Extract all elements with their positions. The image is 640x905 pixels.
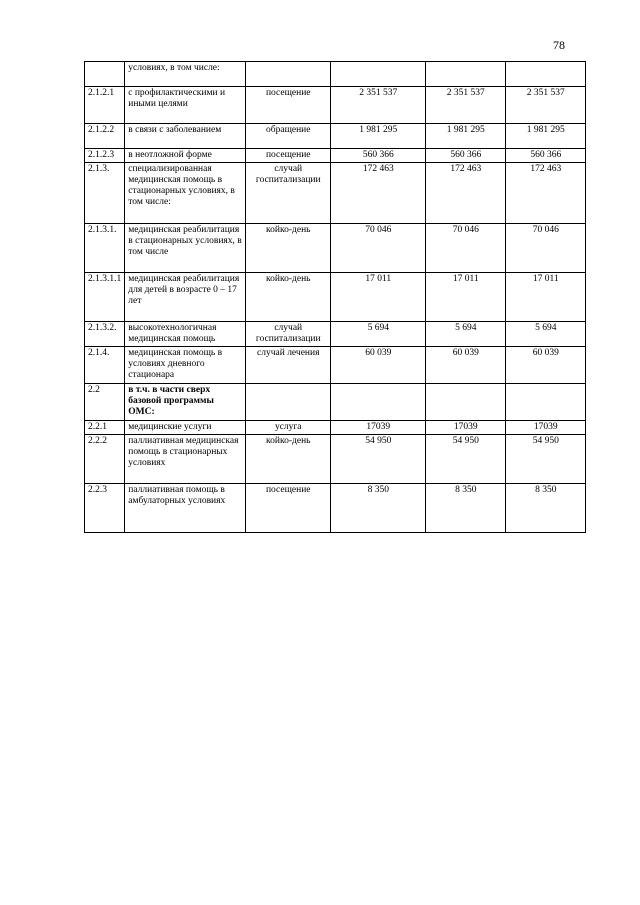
row-unit: посещение <box>246 484 331 533</box>
row-value-2: 60 039 <box>426 347 506 384</box>
row-unit: обращение <box>246 124 331 149</box>
row-number: 2.1.4. <box>85 347 125 384</box>
page-number: 78 <box>553 38 565 52</box>
row-number: 2.2.1 <box>85 421 125 435</box>
row-value-3: 70 046 <box>506 224 586 273</box>
table-row <box>85 484 586 533</box>
row-value-1 <box>331 384 426 421</box>
row-value-1: 17 011 <box>331 273 426 322</box>
row-number: 2.2 <box>85 384 125 421</box>
row-value-3 <box>506 384 586 421</box>
row-unit: койко-день <box>246 435 331 484</box>
row-name: в т.ч. в части сверх базовой программы ОМС: <box>125 384 246 421</box>
row-value-2: 560 366 <box>426 149 506 163</box>
row-value-1: 560 366 <box>331 149 426 163</box>
row-value-3: 1 981 295 <box>506 124 586 149</box>
row-value-2: 54 950 <box>426 435 506 484</box>
table-row <box>85 124 586 149</box>
row-name: медицинская реабилитация в стационарных условиях, в том числе <box>125 224 246 273</box>
row-name: медицинские услуги <box>125 421 246 435</box>
row-unit: посещение <box>246 87 331 124</box>
table-row <box>85 163 586 224</box>
table-row <box>85 322 586 347</box>
row-unit <box>246 62 331 87</box>
row-value-3: 560 366 <box>506 149 586 163</box>
row-value-1 <box>331 62 426 87</box>
row-number: 2.1.2.1 <box>85 87 125 124</box>
table-row <box>85 421 586 435</box>
row-value-1: 2 351 537 <box>331 87 426 124</box>
row-unit: случай госпитализации <box>246 163 331 224</box>
row-value-3: 2 351 537 <box>506 87 586 124</box>
row-value-3: 17 011 <box>506 273 586 322</box>
row-value-2: 1 981 295 <box>426 124 506 149</box>
row-value-1: 8 350 <box>331 484 426 533</box>
row-number <box>85 62 125 87</box>
row-value-2 <box>426 384 506 421</box>
table-row <box>85 62 586 87</box>
table-row <box>85 149 586 163</box>
table-row <box>85 273 586 322</box>
data-table <box>84 61 586 533</box>
row-number: 2.2.2 <box>85 435 125 484</box>
row-name: паллиативная медицинская помощь в стационарных условиях <box>125 435 246 484</box>
row-number: 2.1.2.2 <box>85 124 125 149</box>
row-value-3: 54 950 <box>506 435 586 484</box>
row-name: медицинская реабилитация для детей в возрасте 0 – 17 лет <box>125 273 246 322</box>
row-value-1: 172 463 <box>331 163 426 224</box>
row-unit: койко-день <box>246 273 331 322</box>
row-unit: случай лечения <box>246 347 331 384</box>
table-row <box>85 224 586 273</box>
row-value-3: 8 350 <box>506 484 586 533</box>
row-name: высокотехнологичная медицинская помощь <box>125 322 246 347</box>
row-value-2: 70 046 <box>426 224 506 273</box>
row-number: 2.2.3 <box>85 484 125 533</box>
row-value-2: 2 351 537 <box>426 87 506 124</box>
row-name: с профилактическими и иными целями <box>125 87 246 124</box>
row-value-1: 60 039 <box>331 347 426 384</box>
row-value-1: 1 981 295 <box>331 124 426 149</box>
row-number: 2.1.2.3 <box>85 149 125 163</box>
table-row <box>85 435 586 484</box>
row-value-2: 8 350 <box>426 484 506 533</box>
row-name: в неотложной форме <box>125 149 246 163</box>
row-number: 2.1.3.1.1 <box>85 273 125 322</box>
row-name: медицинская помощь в условиях дневного стационара <box>125 347 246 384</box>
row-value-1: 17039 <box>331 421 426 435</box>
row-value-2: 17 011 <box>426 273 506 322</box>
row-value-2 <box>426 62 506 87</box>
row-value-2: 17039 <box>426 421 506 435</box>
row-name: в связи с заболеванием <box>125 124 246 149</box>
table-row <box>85 384 586 421</box>
table-row <box>85 87 586 124</box>
row-name: паллиативная помощь в амбулаторных условиях <box>125 484 246 533</box>
row-value-2: 172 463 <box>426 163 506 224</box>
row-unit: посещение <box>246 149 331 163</box>
row-value-1: 70 046 <box>331 224 426 273</box>
row-value-3: 17039 <box>506 421 586 435</box>
row-name: специализированная медицинская помощь в стационарных условиях, в том числе: <box>125 163 246 224</box>
row-unit: случай госпитализации <box>246 322 331 347</box>
row-value-1: 5 694 <box>331 322 426 347</box>
row-unit: койко-день <box>246 224 331 273</box>
table-row <box>85 347 586 384</box>
row-number: 2.1.3. <box>85 163 125 224</box>
row-number: 2.1.3.1. <box>85 224 125 273</box>
row-value-1: 54 950 <box>331 435 426 484</box>
row-unit: услуга <box>246 421 331 435</box>
row-value-3 <box>506 62 586 87</box>
row-value-3: 60 039 <box>506 347 586 384</box>
row-value-3: 5 694 <box>506 322 586 347</box>
row-unit <box>246 384 331 421</box>
row-value-2: 5 694 <box>426 322 506 347</box>
row-value-3: 172 463 <box>506 163 586 224</box>
row-name: условиях, в том числе: <box>125 62 246 87</box>
row-number: 2.1.3.2. <box>85 322 125 347</box>
